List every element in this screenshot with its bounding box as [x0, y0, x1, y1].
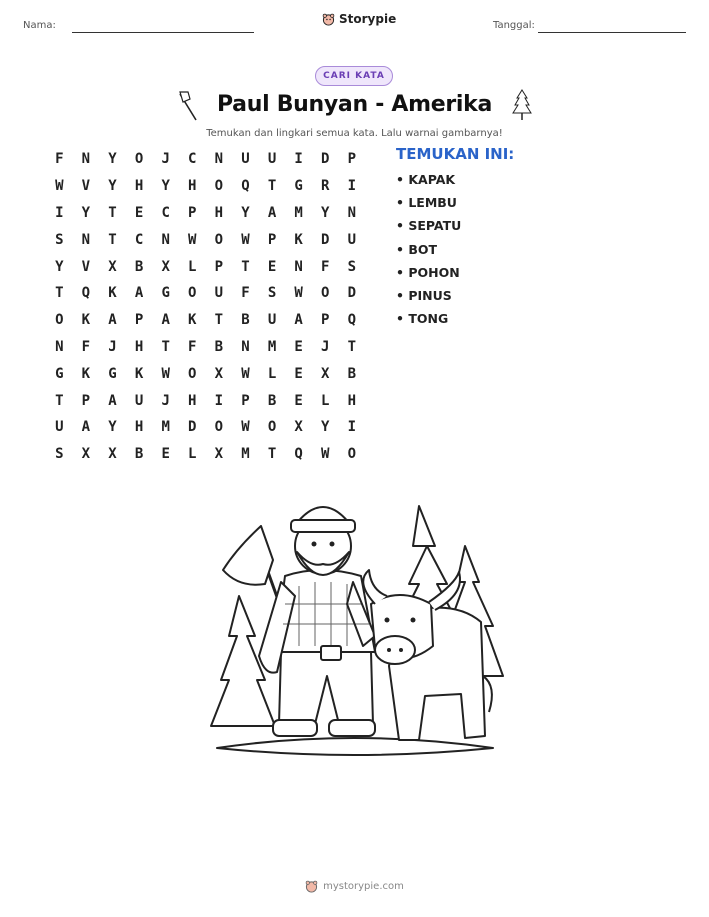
grid-cell[interactable]: A	[81, 419, 91, 436]
grid-cell[interactable]: K	[108, 285, 117, 302]
grid-cell[interactable]: O	[214, 419, 224, 436]
grid-cell[interactable]: L	[188, 446, 197, 463]
grid-cell[interactable]: X	[214, 446, 224, 463]
grid-cell[interactable]: K	[294, 231, 303, 248]
grid-cell[interactable]: F	[55, 151, 64, 168]
grid-cell[interactable]: S	[267, 285, 277, 302]
word-list	[396, 172, 461, 334]
grid-cell[interactable]: G	[108, 365, 117, 382]
grid-row	[46, 360, 365, 387]
grid-cell[interactable]: F	[81, 338, 91, 355]
grid-cell[interactable]: H	[134, 419, 144, 436]
grid-cell[interactable]: G	[161, 285, 170, 302]
grid-cell[interactable]: K	[134, 365, 144, 382]
grid-cell[interactable]: Y	[161, 178, 170, 195]
date-label: Tanggal:	[493, 20, 535, 31]
grid-row	[46, 173, 365, 200]
grid-cell[interactable]: O	[188, 365, 197, 382]
grid-cell[interactable]: A	[134, 285, 144, 302]
grid-cell[interactable]: O	[267, 419, 277, 436]
grid-cell[interactable]: D	[347, 285, 357, 302]
grid-cell[interactable]: P	[321, 312, 330, 329]
grid-cell[interactable]: A	[267, 204, 277, 221]
grid-cell[interactable]: O	[55, 312, 64, 329]
grid-cell[interactable]: B	[134, 258, 144, 275]
grid-cell[interactable]: N	[161, 231, 170, 248]
grid-cell[interactable]: T	[55, 392, 64, 409]
ox-snout	[375, 636, 415, 664]
grid-cell[interactable]: I	[347, 419, 357, 436]
name-label: Nama:	[23, 20, 56, 31]
lumberjack-pants	[279, 652, 373, 724]
footer	[0, 880, 709, 893]
grid-cell[interactable]: J	[161, 392, 170, 409]
grid-cell[interactable]: H	[347, 392, 357, 409]
grid-cell[interactable]: Y	[55, 258, 64, 275]
grid-cell[interactable]: U	[267, 151, 277, 168]
grid-cell[interactable]: D	[321, 151, 330, 168]
grid-cell[interactable]: N	[81, 151, 91, 168]
grid-cell[interactable]: F	[188, 338, 197, 355]
grid-cell[interactable]: T	[161, 338, 170, 355]
grid-cell[interactable]: T	[108, 204, 117, 221]
grid-cell[interactable]: C	[188, 151, 197, 168]
grid-cell[interactable]: B	[347, 365, 357, 382]
grid-row	[46, 414, 365, 441]
instruction-text: Temukan dan lingkari semua kata. Lalu warnai gambarnya!	[206, 128, 503, 139]
grid-cell[interactable]: T	[214, 312, 224, 329]
grid-cell[interactable]: H	[188, 178, 197, 195]
grid-cell[interactable]: A	[108, 312, 117, 329]
grid-cell[interactable]: G	[294, 178, 303, 195]
grid-cell[interactable]: X	[321, 365, 330, 382]
badge-cari-kata: CARI KATA	[315, 66, 393, 86]
grid-cell[interactable]: Y	[321, 204, 330, 221]
grid-row	[46, 334, 365, 361]
grid-cell[interactable]: M	[161, 419, 170, 436]
grid-cell[interactable]: E	[294, 392, 303, 409]
word-item: • TONG	[396, 311, 449, 327]
grid-cell[interactable]: B	[134, 446, 144, 463]
grid-cell[interactable]: Y	[108, 151, 117, 168]
grid-cell[interactable]: O	[347, 446, 357, 463]
grid-cell[interactable]: P	[188, 204, 197, 221]
grid-cell[interactable]: R	[321, 178, 330, 195]
grid-cell[interactable]: Y	[241, 204, 250, 221]
grid-cell[interactable]: L	[188, 258, 197, 275]
grid-cell[interactable]: O	[214, 178, 224, 195]
grid-row	[46, 226, 365, 253]
storypie-mascot-icon	[322, 13, 335, 26]
grid-cell[interactable]: I	[55, 204, 64, 221]
grid-cell[interactable]: F	[241, 285, 250, 302]
grid-cell[interactable]: H	[134, 338, 144, 355]
grid-row	[46, 146, 365, 173]
grid-cell[interactable]: T	[241, 258, 250, 275]
word-item: • POHON	[396, 264, 460, 280]
grid-cell[interactable]: W	[241, 231, 250, 248]
grid-cell[interactable]: T	[267, 446, 277, 463]
grid-cell[interactable]: X	[108, 258, 117, 275]
grid-cell[interactable]: T	[108, 231, 117, 248]
grid-cell[interactable]: A	[108, 392, 117, 409]
grid-cell[interactable]: U	[214, 285, 224, 302]
word-item: • KAPAK	[396, 172, 456, 187]
grid-cell[interactable]: D	[188, 419, 197, 436]
find-title: TEMUKAN INI:	[396, 145, 515, 163]
word-item: • LEMBU	[396, 195, 457, 211]
grid-cell[interactable]: W	[188, 231, 197, 248]
grid-cell[interactable]: Y	[108, 178, 117, 195]
grid-row	[46, 280, 365, 307]
grid-cell[interactable]: P	[214, 258, 224, 275]
grid-cell[interactable]: U	[347, 231, 357, 248]
word-item: • SEPATU	[396, 218, 462, 234]
grid-cell[interactable]: E	[267, 258, 277, 275]
grid-cell[interactable]: Y	[321, 419, 330, 436]
date-field-line[interactable]	[538, 32, 686, 33]
grid-cell[interactable]: U	[134, 392, 144, 409]
brand-name: Storypie	[339, 12, 397, 26]
grid-cell[interactable]: E	[134, 204, 144, 221]
grid-cell[interactable]: A	[294, 312, 303, 329]
grid-cell[interactable]: H	[134, 178, 144, 195]
coloring-illustration	[203, 486, 509, 770]
grid-cell[interactable]: K	[188, 312, 197, 329]
grid-cell[interactable]: X	[81, 446, 91, 463]
grid-cell[interactable]: K	[81, 312, 91, 329]
name-field-line[interactable]	[72, 32, 254, 33]
footer-url[interactable]: mystorypie.com	[323, 881, 404, 892]
grid-cell[interactable]: M	[267, 338, 277, 355]
grid-cell[interactable]: N	[214, 151, 224, 168]
grid-cell[interactable]: F	[321, 258, 330, 275]
page-title: Paul Bunyan - Amerika	[216, 92, 493, 117]
pine-tree-icon	[512, 88, 532, 122]
grid-cell[interactable]: C	[134, 231, 144, 248]
grid-cell[interactable]: I	[347, 178, 357, 195]
grid-cell[interactable]: T	[347, 338, 357, 355]
grid-cell[interactable]: Q	[81, 285, 91, 302]
grid-cell[interactable]: N	[241, 338, 250, 355]
grid-cell[interactable]: W	[161, 365, 170, 382]
grid-cell[interactable]: K	[81, 365, 91, 382]
grid-cell[interactable]: W	[321, 446, 330, 463]
axe-head	[223, 526, 273, 585]
grid-cell[interactable]: I	[294, 151, 303, 168]
grid-cell[interactable]: X	[214, 365, 224, 382]
grid-cell[interactable]: S	[55, 231, 64, 248]
storypie-mascot-icon	[305, 880, 318, 893]
word-search-grid[interactable]	[46, 146, 365, 468]
grid-cell[interactable]: V	[81, 258, 91, 275]
grid-cell[interactable]: J	[161, 151, 170, 168]
grid-cell[interactable]: X	[108, 446, 117, 463]
grid-cell[interactable]: P	[347, 151, 357, 168]
grid-cell[interactable]: W	[241, 419, 250, 436]
grid-cell[interactable]: N	[55, 338, 64, 355]
grid-cell[interactable]: E	[294, 338, 303, 355]
grid-cell[interactable]: I	[214, 392, 224, 409]
grid-cell[interactable]: T	[267, 178, 277, 195]
grid-cell[interactable]: P	[81, 392, 91, 409]
grid-cell[interactable]: P	[267, 231, 277, 248]
grid-row	[46, 307, 365, 334]
grid-cell[interactable]: T	[55, 285, 64, 302]
grid-cell[interactable]: L	[321, 392, 330, 409]
word-item: • BOT	[396, 241, 438, 257]
grid-cell[interactable]: Y	[81, 204, 91, 221]
grid-cell[interactable]: U	[55, 419, 64, 436]
grid-cell[interactable]: G	[55, 365, 64, 382]
grid-cell[interactable]: H	[188, 392, 197, 409]
grid-cell[interactable]: P	[241, 392, 250, 409]
grid-cell[interactable]: Y	[108, 419, 117, 436]
grid-cell[interactable]: U	[241, 151, 250, 168]
grid-cell[interactable]: Q	[241, 178, 250, 195]
grid-cell[interactable]: O	[321, 285, 330, 302]
word-item: • PINUS	[396, 287, 452, 303]
grid-cell[interactable]: O	[214, 231, 224, 248]
grid-cell[interactable]: Q	[347, 312, 357, 329]
grid-cell[interactable]: W	[241, 365, 250, 382]
grid-cell[interactable]: E	[161, 446, 170, 463]
grid-cell[interactable]: A	[161, 312, 170, 329]
grid-cell[interactable]: J	[321, 338, 330, 355]
grid-cell[interactable]: X	[161, 258, 170, 275]
grid-cell[interactable]: C	[161, 204, 170, 221]
grid-row	[46, 441, 365, 468]
grid-cell[interactable]: J	[108, 338, 117, 355]
grid-cell[interactable]: P	[134, 312, 144, 329]
grid-cell[interactable]: W	[55, 178, 64, 195]
grid-cell[interactable]: M	[241, 446, 250, 463]
grid-cell[interactable]: U	[267, 312, 277, 329]
grid-row	[46, 387, 365, 414]
grid-cell[interactable]: D	[321, 231, 330, 248]
grid-cell[interactable]: S	[347, 258, 357, 275]
brand-logo	[322, 12, 396, 26]
grid-cell[interactable]: Q	[294, 446, 303, 463]
grid-cell[interactable]: B	[241, 312, 250, 329]
grid-cell[interactable]: O	[134, 151, 144, 168]
grid-row	[46, 200, 365, 227]
grid-row	[46, 253, 365, 280]
grid-cell[interactable]: E	[294, 365, 303, 382]
grid-cell[interactable]: N	[294, 258, 303, 275]
grid-cell[interactable]: N	[347, 204, 357, 221]
grid-cell[interactable]: L	[267, 365, 277, 382]
grid-cell[interactable]: V	[81, 178, 91, 195]
grid-cell[interactable]: W	[294, 285, 303, 302]
grid-cell[interactable]: H	[214, 204, 224, 221]
grid-cell[interactable]: X	[294, 419, 303, 436]
grid-cell[interactable]: B	[214, 338, 224, 355]
grid-cell[interactable]: B	[267, 392, 277, 409]
grid-cell[interactable]: N	[81, 231, 91, 248]
grid-cell[interactable]: O	[188, 285, 197, 302]
grid-cell[interactable]: S	[55, 446, 64, 463]
grid-cell[interactable]: M	[294, 204, 303, 221]
